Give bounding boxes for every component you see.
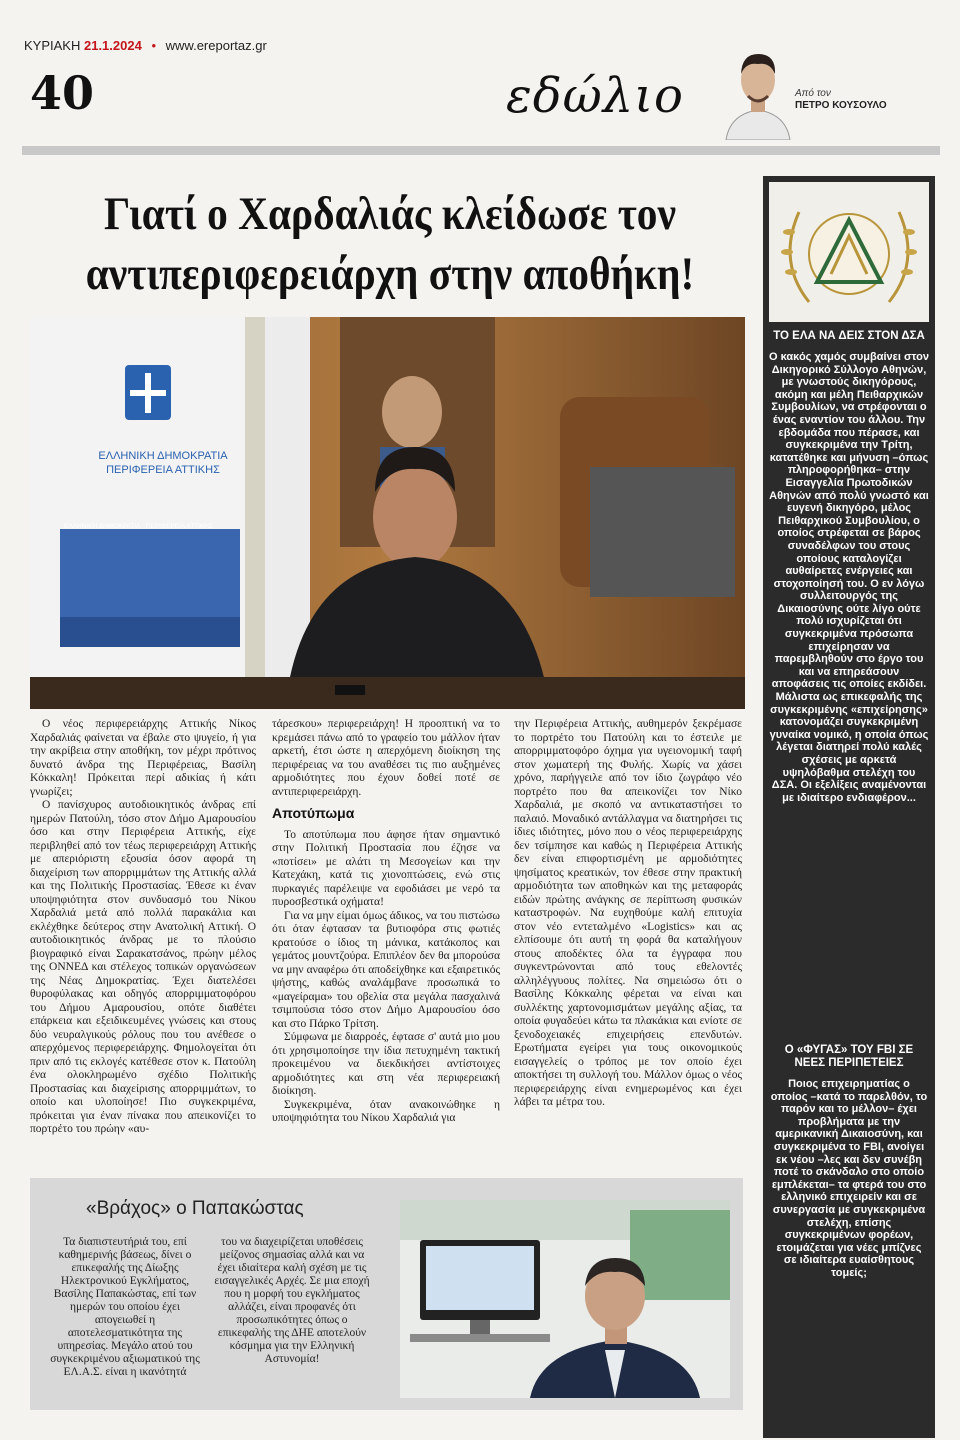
- sidebar-heading: Ο «ΦΥΓΑΣ» ΤΟΥ FBI ΣΕ ΝΕΕΣ ΠΕΡΙΠΕΤΕΙΕΣ: [784, 1044, 914, 1069]
- article-paragraph: Για να μην είμαι όμως άδικος, να του πιστώσω ότι όταν έφτασαν τα βυτιοφόρα στις φωτιές κρατούσε ο ίδιος τη μάνικα, κατάκοπος και γεμάτος μουντζούρα. Επιπλέον δεν θα μπορούσα να μην αναφέρω ότι αποδείχθηκε και εξαιρετικός ψήστης, καθώς αναλάμβανε προσωπικά το «μαγείραμα» του οβελία στα μεγάλα πασχαλινά τσιμπούσια τόσο στον Δήμο Αμαρουσίου όσο και στο Πάρκο Τρίτση.: [272, 909, 500, 1030]
- header-rule: [22, 146, 940, 155]
- box-column-1: Τα διαπιστευτήριά του, επί καθημερινής βάσεως, δίνει ο επικεφαλής της Δίωξης Ηλεκτρονικού Εγκλήματος, Βασίλης Παπακώστας, επί των ημερών του οποίου έχει απογειωθεί η αποτελεσματικότητα της υπηρεσίας. Μεγάλο ατού του συγκεκριμένου αξιωματικού της ΕΛ.Α.Σ. είναι η ικανότητά: [50, 1236, 200, 1378]
- header-site: www.ereportaz.gr: [165, 38, 267, 53]
- bar-association-emblem: [769, 182, 929, 322]
- headline-line-1: Γιατί ο Χαρδαλιάς κλείδωσε τον: [104, 188, 676, 240]
- photo-sign-text: [88, 449, 238, 477]
- page-number: 40: [30, 66, 95, 120]
- sidebar-text: Ο κακός χαμός συμβαίνει στον Δικηγορικό Σύλλογο Αθηνών, με γνωστούς δικηγόρους, ακόμη και μέλη Πειθαρχικών Συμβουλίων, να στρέφονται ο ένας εναντίον του άλλου. Την εβδομάδα που πέρασε, και συγκεκριμένα την Τρίτη, κατατέθηκε και μήνυση –όπως πληροφορήθηκα– στην Εισαγγελία Πρωτοδικών Αθηνών από πολύ γνωστό και ευγενή δικηγόρο, μέλος Πειθαρχικού Συμβουλίου, ο οποίος στρέφεται σε βάρος συναδέλφων του στους οποίους καταλογίζει αυθαίρετες ενέργειες και στοχοποίησή του. Ο εν λόγω συλλειτουργός της Δικαιοσύνης ούτε λίγο ούτε πολύ ισχυρίζεται ότι συγκεκριμένα πρόσωπα επιχείρησαν να παρεμβληθούν στο έργο του και να επηρεάσουν αποφάσεις τις οποίες εκδίδει. Μάλιστα ως επικεφαλής της συγκεκριμένης «επιχείρησης» κατονομάζει συγκεκριμένη γυναίκα νομικό, η οποία όπως λέγεται διατηρεί πολύ καλές σχέσεις με αρκετά υψηλόβαθμα στελέχη του ΔΣΑ. Οι εξελίξεις αναμένονται με ιδιαίτερο ενδιαφέρον...: [769, 351, 929, 804]
- sidebar-heading: ΤΟ ΕΛΑ ΝΑ ΔΕΙΣ ΣΤΟΝ ΔΣΑ: [773, 330, 925, 342]
- article-paragraph: Σύμφωνα με διαρροές, έφτασε σ' αυτά μιο μου ότι χρησιμοποίησε την ίδια πετυχημένη τακτική προκειμένου να διεκδικήσει αντίστοιχες αρμοδιότητες και στη νέα περιφερειακή διοίκηση.: [272, 1031, 500, 1097]
- article-paragraph: Ο νέος περιφερειάρχης Αττικής Νίκος Χαρδαλιάς φαίνεται να έβαλε στο ψυγείο, ή για την ακρίβεια στην αποθήκη, τον μέχρι πρότινος δυνατό άνδρα της Περιφέρειας, Βασίλη Κόκκαλη! Πρόκειται περί αδικίας ή κάτι γνωρίζει;: [30, 718, 256, 798]
- column-name: εδώλιο: [506, 68, 684, 124]
- article-column-1: [30, 718, 256, 1137]
- byline-author: ΠΕΤΡΟ ΚΟΥΣΟΥΛΟ: [795, 100, 887, 111]
- header-date: 21.1.2024: [83, 38, 142, 53]
- headline-line-2: αντιπεριφερειάρχη στην αποθήκη!: [85, 248, 695, 300]
- main-photo: [30, 317, 745, 709]
- sidebar-text: Ποιος επιχειρηματίας ο οποίος –κατά το παρελθόν, το παρόν και το μέλλον– έχει προβλήματα με την αμερικανική Δικαιοσύνη, και συγκεκριμένα το FBI, ανοίγει εκ νέου –λες και δεν συνέβη ποτέ το σκάνδαλο στο οποίο εμπλέκεται– τα φτερά του στο ελληνικό επιχειρείν και σε συνεργασία με συγκεκριμένα στελέχη, επίσης συγκεκριμένων φορέων, ετοιμάζεται για νέες μπίζνες σε ιδιαίτερα ευαίσθητους τομείς;: [770, 1078, 928, 1279]
- photo-sign-line-1: ΕΛΛΗΝΙΚΗ ΔΗΜΟΚΡΑΤΙΑ: [98, 450, 228, 462]
- article-subhead: Αποτύπωμα: [272, 805, 355, 821]
- sidebar-item-fbi: [769, 1044, 929, 1280]
- photo-sign-small: ΕΛΛΗΝΙΚΗ ΔΗΜΟΚΡΑΤΙΑ · ΠΕΡΙΦΕΡΕΙΑ ΑΤΤΙΚΗΣ: [64, 523, 214, 530]
- box-title: «Βράχος» ο Παπακώστας: [86, 1198, 304, 1219]
- box-column-2: του να διαχειρίζεται υποθέσεις μείζονος σημασίας αλλά και να έχει ιδιαίτερα καλή σχέση με τις εισαγγελικές Αρχές. Σε μια εποχή που η μορφή του εγκλήματος αλλάζει, είναι προφανές ότι προσωπικότητες όπως ο επικεφαλής της ΔΗΕ αποτελούν κόσμημα για την Ελληνική Αστυνομία!: [214, 1236, 370, 1365]
- article-paragraph: Το αποτύπωμα που άφησε ήταν σημαντικό στην Πολιτική Προστασία που έζησε να «ποτίσει» με αλάτι τη Μεσογείων και την Κατεχάκη, κατά τις χιονοπτώσεις, ενώ στις πυρκαγιές παρέλειψε να εφοδιάσει με νερό τα πυροσβεστικά οχήματα!: [272, 828, 500, 908]
- header-dateline: [24, 38, 267, 53]
- article-column-3: [514, 718, 742, 1110]
- author-portrait: [722, 44, 794, 140]
- article-paragraph: την Περιφέρεια Αττικής, αυθημερόν ξεκρέμασε το πορτρέτο του Πατούλη και το έστειλε με απορριμματοφόρο όχημα για υγειονομική ταφή στον χωματερή της Φυλής. Χωρίς να χάσει χρόνο, παρήγγειλε από τον ίδιο ζωγράφο νέο πορτρέτο που θα απεικονίζει τον Νίκο Χαρδαλιά, με σκοπό να αντικαταστήσει το παλαιό. Μοναδικό αντάλλαγμα να διατηρήσει τις ίδιες ιδιότητες, μόνο που ο νέος περιφερειάρχης δεν τσίμπησε και καθώς η Περιφέρεια Αττικής δεν είναι επιφορτισμένη με αρμοδιότητες ψησίματος κρεατικών, τον έθεσε στην πρακτική αρμοδιότητα των αποθηκών και της μεταφοράς ειδών πρώτης ανάγκης σε περίπτωση φυσικών καταστροφών. Να ευχηθούμε καλή επιτυχία στον νέο εντεταλμένο «Logistics» και ας ελπίσουμε ότι αυτή τη φορά θα καταλήγουν στους αποδέκτες όλα τα έγγραφα που συγκεντρώνονται από τους εθελοντές αλληλέγγυους πολίτες. Να σημειώσω ότι ο Βασίλης Κόκκαλης φέρεται να είναι και συλλέκτης χαρτονομισμάτων μεγάλης αξίας, τα οποία φυγαδεύει κάτω τα πλακάκια και ενίοτε σε ξενοδοχειακές επιχειρήσεις επενδυτών. Ερωτήματα εγείρει για τους οικονομικούς εισαγγελείς ο τρόπος με τον οποίο έχει αποκτήσει τη συλλογή του. Μάλλον όμως ο νέος περιφερειάρχης είναι ενημερωμένος και έχει λάβει τα μέτρα του.: [514, 718, 742, 1108]
- header-bullet: •: [151, 38, 157, 53]
- byline-label: Από τον: [795, 88, 831, 99]
- photo-sign-line-2: ΠΕΡΙΦΕΡΕΙΑ ΑΤΤΙΚΗΣ: [106, 464, 220, 476]
- box-photo: [400, 1200, 730, 1398]
- header-day: ΚΥΡΙΑΚΗ: [24, 38, 81, 53]
- article-paragraph: Συγκεκριμένα, όταν ανακοινώθηκε η υποψηφιότητα του Νίκου Χαρδαλιά για: [272, 1098, 500, 1124]
- article-column-2: [272, 718, 500, 1126]
- article-paragraph: Ο πανίσχυρος αυτοδιοικητικός άνδρας επί ημερών Πατούλη, τόσο στον Δήμο Αμαρουσίου όσο και στην Περιφέρεια Αττικής, είχε περιβληθεί από τον τέως περιφερειάρχη Αττικής με απεριόριστη εξουσία όσον αφορά τη διαχείριση των απορριμμάτων της Αττικής αλλά και της Πολιτικής Προστασίας. Έθεσε κι έναν υποψηφιότητα στον συνδυασμό του Νίκου Χαρδαλιά μετά από πολλά παρακάλια και εκλέχθηκε δεύτερος στην Ανατολική Αττική. Ο αυτοδιοικητικός άνδρας με το πλούσιο βιογραφικό είναι Σαρακατσάνος, πρώην μέλος της ΟΝΝΕΔ και στέλεχος τοπικών οργανώσεων της Νέας Δημοκρατίας. Έχει διατελέσει θυροφύλακας και οδηγός απορριμματοφόρου του Δήμου Αμαρουσίου, οπότε διαθέτει επάρκεια και εξειδικευμένες γνώσεις και στους δύο νευραλγικούς ρόλους που του ανέθεσε ο απερχόμενος περιφερειάρχης. Φημολογείται ότι πριν από τις εκλογές κατέθεσε στον κ. Πατούλη ένα ολοκληρωμένο σχέδιο Πολιτικής Προστασίας και διαχείρισης απορριμμάτων, το οποίο και υλοποίησε! Πιο συγκεκριμένα, πρόκειται για έναν πίνακα που απεικονίζει το πορτρέτο του πρώην «αυ-: [30, 799, 256, 1135]
- article-headline: [73, 184, 707, 304]
- sidebar-item-dsa: [769, 330, 929, 804]
- article-paragraph: τάρεσκου» περιφερειάρχη! Η προοπτική να το κρεμάσει πάνω από το γραφείο του μάλλον ήταν αρκετή, έτσι ώστε η απερχόμενη διοίκηση της περιφέρειας να του αναθέσει τις πιο αυξημένες αρμοδιότητες που έχουν δοθεί ποτέ σε αντιπεριφερειάρχη.: [272, 718, 500, 798]
